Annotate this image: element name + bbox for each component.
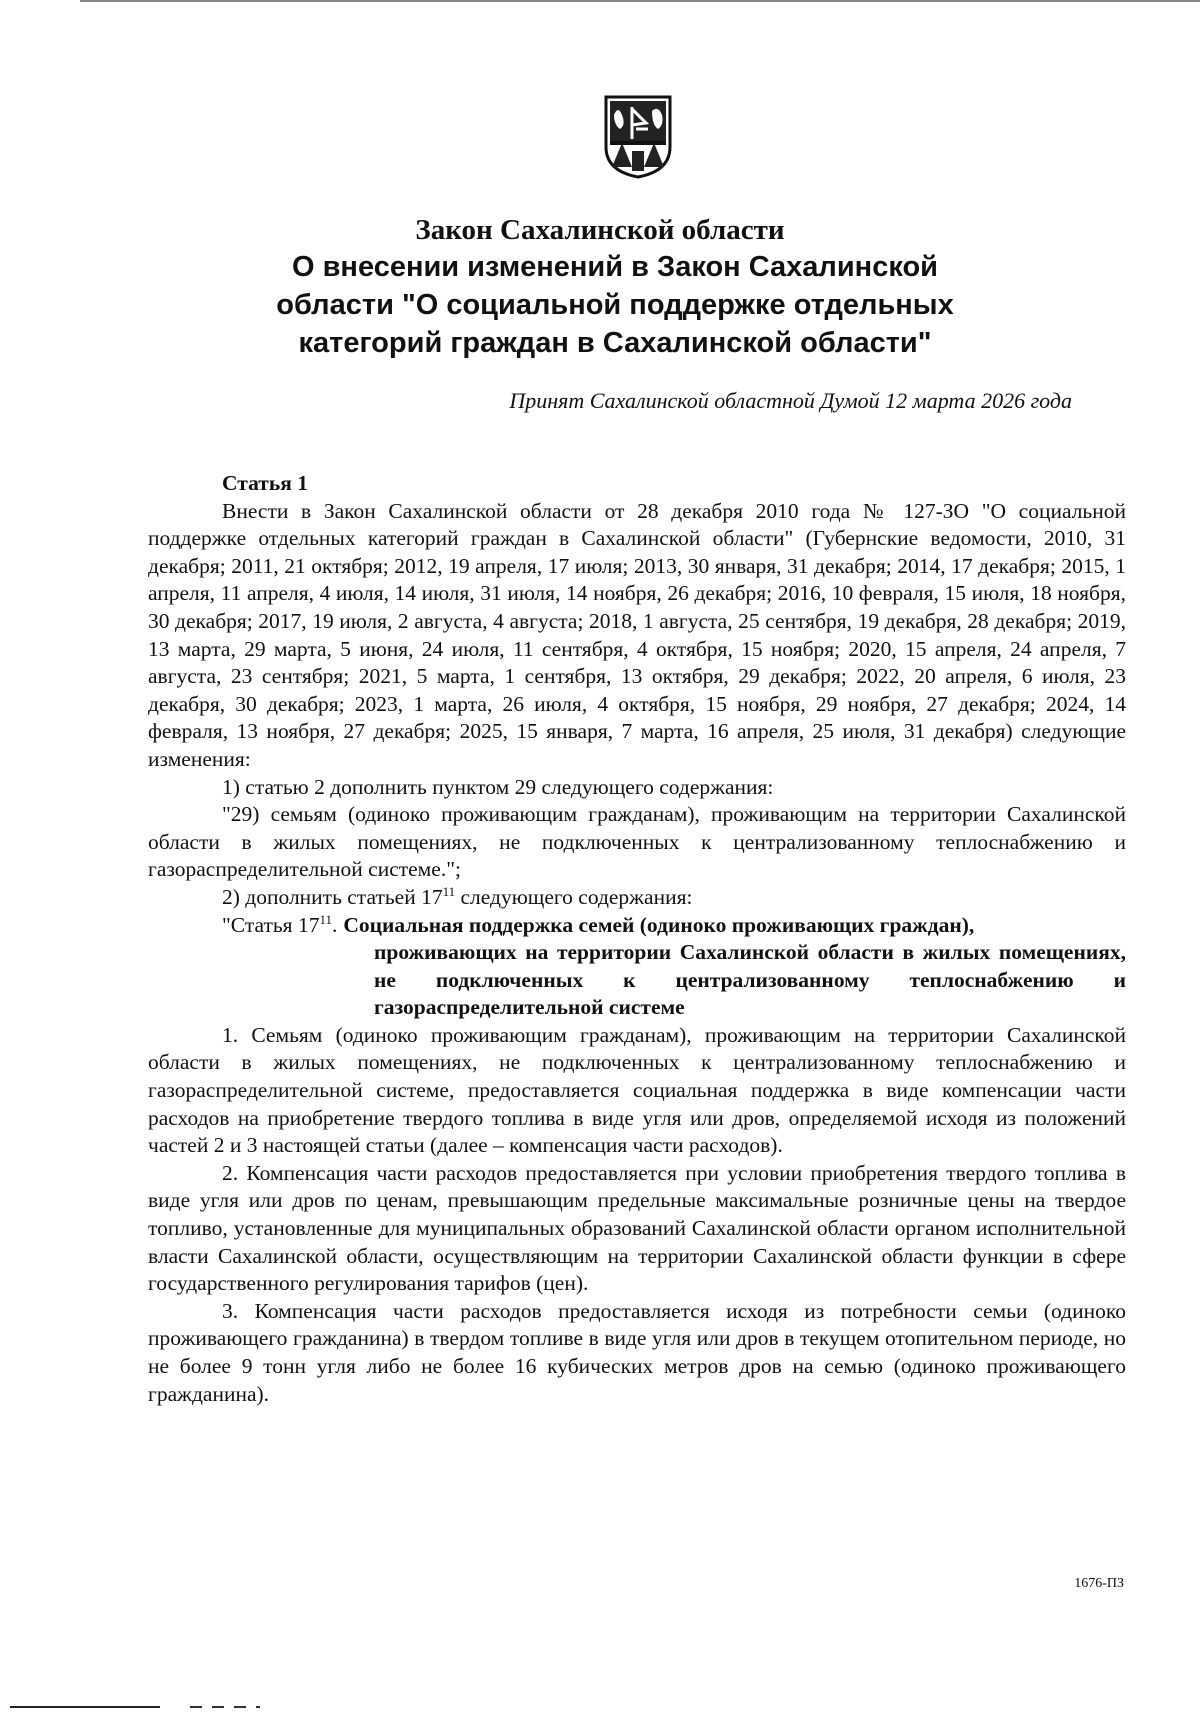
scan-bottom-dashes: [190, 1706, 260, 1708]
scan-top-border: [80, 0, 1200, 2]
new-article-superscript: 11: [319, 911, 332, 927]
item-2-superscript: 11: [442, 883, 456, 899]
new-article-number: [222, 912, 337, 940]
document-body: [148, 470, 1126, 1408]
amendment-item-1-quote: "29) семьям (одиноко проживающим гражданам), проживающим на территории Сахалинской области в жилых помещениях, не подключенных к централизованному теплоснабжению и газораспределительной системе.";: [148, 802, 1126, 882]
amendment-item-1: 1) статью 2 дополнить пунктом 29 следующего содержания:: [222, 774, 774, 799]
document-code: 1676-ПЗ: [1074, 1576, 1124, 1591]
article-heading: Статья 1: [222, 471, 308, 495]
title-line: О внесении изменений в Закон Сахалинской: [291, 251, 938, 283]
new-article-title-continued: проживающих на территории Сахалинской области в жилых помещениях, не подключенных к централизованному теплоснабжению и газораспределительной системе: [374, 940, 1126, 1020]
new-article-title-first-line: Социальная поддержка семей (одиноко проживающих граждан),: [343, 912, 975, 937]
item-2-text: 2) дополнить статьей 17: [222, 884, 443, 909]
amendment-item-2: [148, 884, 1126, 912]
article-intro-paragraph: Внести в Закон Сахалинской области от 28 декабря 2010 года № 127-ЗО "О социальной поддержке отдельных категорий граждан в Сахалинской области" (Губернские ведомости, 2010, 31 декабря; 2011, 21 октября; 2012, 19 апреля, 17 июля; 2013, 30 января, 31 декабря; 2014, 17 декабря; 2015, 1 апреля, 11 апреля, 4 июля, 14 июля, 31 июля, 14 ноября, 26 декабря; 2016, 10 февраля, 15 июля, 18 ноября, 30 декабря; 2017, 19 июля, 2 августа, 4 августа; 2018, 1 августа, 25 сентября, 19 декабря, 28 декабря; 2019, 13 марта, 29 марта, 5 июня, 24 июля, 11 сентября, 4 октября, 15 ноября; 2020, 15 апреля, 24 апреля, 7 августа, 23 сентября; 2021, 5 марта, 1 сентября, 13 октября, 29 декабря; 2022, 20 апреля, 6 июля, 23 декабря, 30 декабря; 2023, 1 марта, 26 июля, 4 октября, 15 ноября, 29 ноября, 27 декабря; 2024, 14 февраля, 13 ноября, 27 декабря; 2025, 15 января, 7 марта, 16 апреля, 25 июля, 31 декабря) следующие изменения:: [148, 498, 1126, 771]
new-article-heading: [148, 912, 1126, 940]
new-article-lead: "Статья 17: [222, 912, 320, 937]
adoption-note: Принят Сахалинской областной Думой 12 марта 2026 года: [509, 388, 1072, 413]
title-line: категорий граждан в Сахалинской области": [298, 327, 932, 359]
scan-bottom-border: [10, 1706, 160, 1708]
item-2-text-end: следующего содержания:: [455, 884, 693, 909]
new-article-part-2: 2. Компенсация части расходов предоставляется при условии приобретения твердого топлива в виде угля или дров по ценам, превышающим предельные максимальные розничные цены на твердое топливо, установленные для муниципальных образований Сахалинской области органом исполнительной власти Сахалинской области, осуществляющим на территории Сахалинской области функции в сфере государственного регулирования тарифов (цен).: [148, 1160, 1126, 1296]
new-article-part-3: 3. Компенсация части расходов предоставляется исходя из потребности семьи (одиноко проживающего гражданина) в твердом топливе в виде угля или дров в текущем отопительном периоде, но не более 9 тонн угля либо не более 16 кубических метров дров на семью (одиноко проживающего гражданина).: [148, 1298, 1126, 1406]
sakhalin-coat-of-arms-emblem: [602, 95, 674, 179]
title-line: области "О социальной поддержке отдельных: [276, 289, 954, 321]
title-law-name: Закон Сахалинской области: [415, 214, 785, 246]
new-article-lead-end: .: [331, 912, 338, 937]
document-title: [0, 212, 1200, 362]
new-article-part-1: 1. Семьям (одиноко проживающим гражданам), проживающим на территории Сахалинской области в жилых помещениях, не подключенных к централизованному теплоснабжению и газораспределительной системе, предоставляется социальная поддержка в виде компенсации части расходов на приобретение твердого топлива в виде угля или дров, определяемой исходя из положений частей 2 и 3 настоящей статьи (далее – компенсация части расходов).: [148, 1022, 1126, 1158]
